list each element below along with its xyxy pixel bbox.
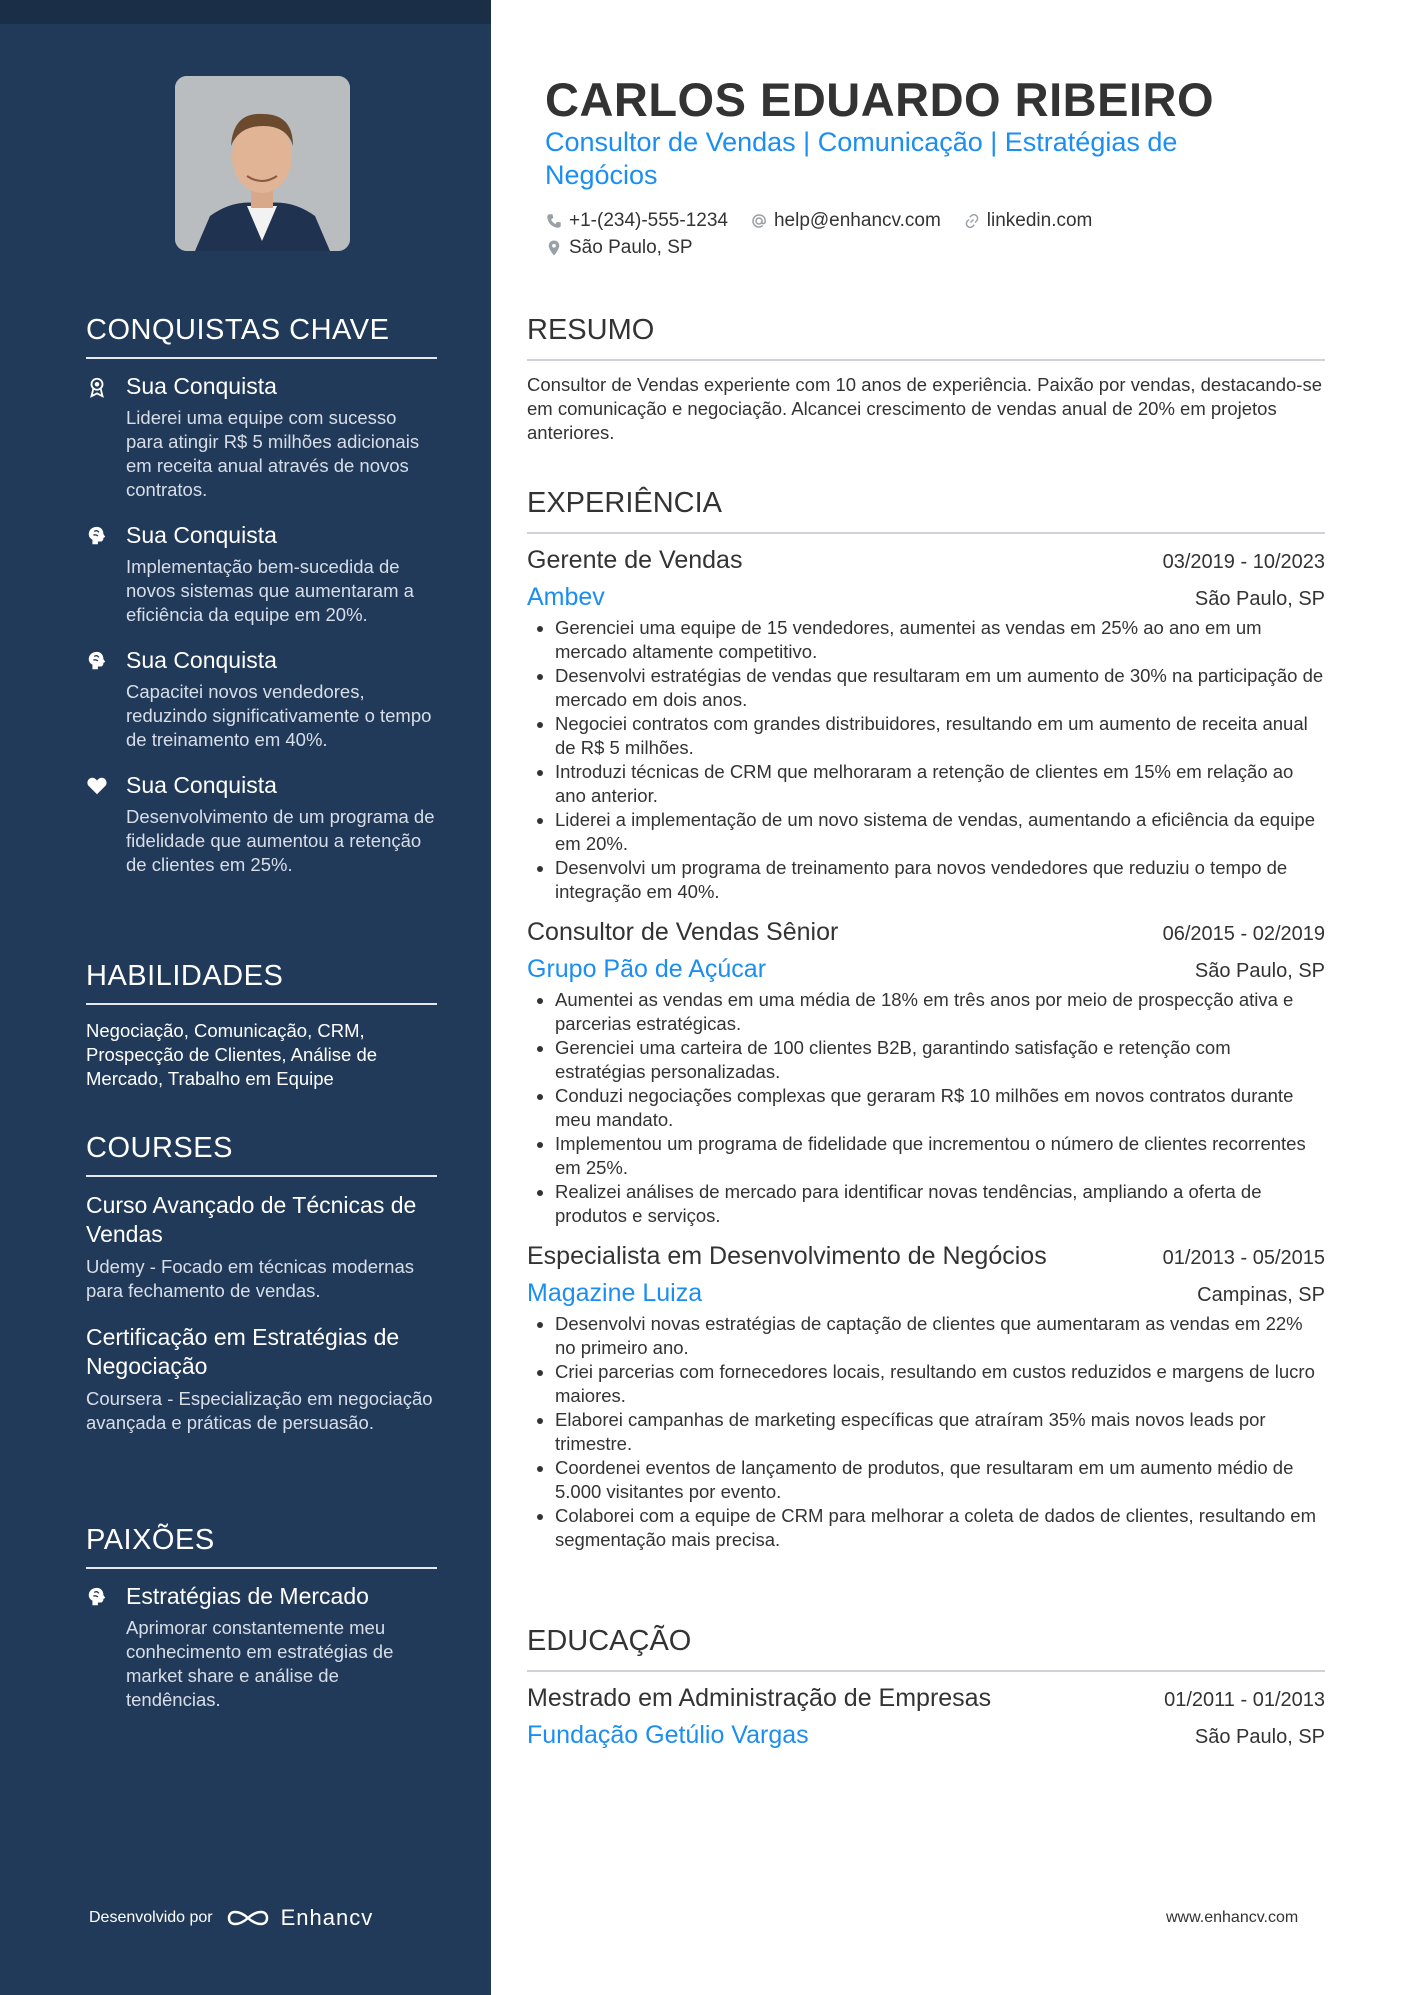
job-bullet: • Desenvolvi um programa de treinamento para novos vendedores que reduziu o tempo de integração em 40%. bbox=[555, 856, 1325, 904]
passion-item bbox=[86, 1583, 437, 1712]
contact-linkedin[interactable] bbox=[963, 210, 1093, 232]
job-bullet: • Gerenciei uma equipe de 15 vendedores, aumentei as vendas em 25% ao ano em um mercado altamente competitivo. bbox=[555, 616, 1325, 664]
phone-icon bbox=[545, 212, 563, 230]
contact-email[interactable] bbox=[750, 210, 941, 232]
contact-location bbox=[545, 237, 693, 259]
job-bullet: • Implementou um programa de fidelidade que incrementou o número de clientes recorrentes em 25%. bbox=[555, 1132, 1325, 1180]
education-school[interactable]: Fundação Getúlio Vargas bbox=[527, 1721, 809, 1749]
job-bullet: • Aumentei as vendas em uma média de 18% em três anos por meio de prospecção ativa e parcerias estratégicas. bbox=[555, 988, 1325, 1036]
job-bullet: • Negociei contratos com grandes distribuidores, resultando em um aumento de receita anual de R$ 5 milhões. bbox=[555, 712, 1325, 760]
linkedin-text: linkedin.com bbox=[986, 209, 1093, 231]
job-bullet: • Elaborei campanhas de marketing específicas que atraíram 35% mais novos leads por trimestre. bbox=[555, 1408, 1325, 1456]
education-section bbox=[527, 1625, 1325, 1750]
phone-text: +1-(234)-555-1234 bbox=[569, 209, 728, 231]
job-location: Campinas, SP bbox=[1197, 1284, 1325, 1306]
job-entry bbox=[527, 918, 1325, 1228]
experience-heading: EXPERIÊNCIA bbox=[527, 487, 1325, 534]
achievement-title: Sua Conquista bbox=[126, 772, 277, 798]
education-dates: 01/2011 - 01/2013 bbox=[1164, 1689, 1325, 1711]
job-bullet: • Introduzi técnicas de CRM que melhoraram a retenção de clientes em 15% em relação ao ano anterior. bbox=[555, 760, 1325, 808]
profile-photo bbox=[175, 76, 350, 251]
heart-icon bbox=[86, 775, 108, 797]
achievement-item bbox=[86, 772, 437, 877]
job-location: São Paulo, SP bbox=[1194, 960, 1325, 982]
achievement-title: Sua Conquista bbox=[126, 522, 277, 548]
sidebar-top-bar bbox=[0, 0, 491, 24]
passions-heading: PAIXÕES bbox=[86, 1524, 437, 1569]
job-bullet: • Coordenei eventos de lançamento de produtos, que resultaram em um aumento médio de 5.000 visitantes por evento. bbox=[555, 1456, 1325, 1504]
enhancv-brand[interactable]: Enhancv bbox=[280, 1905, 374, 1930]
job-bullet: • Desenvolvi novas estratégias de captação de clientes que aumentaram as vendas em 22% no primeiro ano. bbox=[555, 1312, 1325, 1360]
powered-by bbox=[89, 1905, 373, 1931]
course-desc: Udemy - Focado em técnicas modernas para fechamento de vendas. bbox=[86, 1256, 414, 1301]
summary-heading: RESUMO bbox=[527, 314, 1325, 361]
job-company[interactable]: Ambev bbox=[527, 583, 605, 611]
job-bullet: • Liderei a implementação de um novo sistema de vendas, aumentando a eficiência da equipe em 20%. bbox=[555, 808, 1325, 856]
passion-desc: Aprimorar constantemente meu conhecimento em estratégias de market share e análise de tendências. bbox=[126, 1617, 394, 1710]
achievement-desc: Implementação bem-sucedida de novos sistemas que aumentaram a eficiência da equipe em 20%. bbox=[126, 556, 414, 625]
brain-icon bbox=[86, 1586, 108, 1608]
job-bullets bbox=[527, 988, 1325, 1228]
education-heading: EDUCAÇÃO bbox=[527, 1625, 1325, 1672]
contact-info bbox=[545, 207, 1305, 261]
contact-phone[interactable] bbox=[545, 210, 728, 232]
course-title: Certificação em Estratégias de Negociação bbox=[86, 1324, 400, 1379]
achievement-title: Sua Conquista bbox=[126, 373, 277, 399]
footer-url[interactable]: www.enhancv.com bbox=[1166, 1909, 1299, 1926]
location-pin-icon bbox=[545, 239, 563, 257]
brain-icon bbox=[86, 525, 108, 547]
courses-section bbox=[86, 1132, 437, 1455]
powered-by-label: Desenvolvido por bbox=[89, 1909, 213, 1926]
job-bullet: • Colaborei com a equipe de CRM para melhorar a coleta de dados de clientes, resultando em segmentação mais precisa. bbox=[555, 1504, 1325, 1552]
achievement-item bbox=[86, 522, 437, 627]
job-bullet: • Desenvolvi estratégias de vendas que resultaram em um aumento de 30% na participação de mercado em dois anos. bbox=[555, 664, 1325, 712]
location-text: São Paulo, SP bbox=[569, 236, 693, 258]
email-text: help@enhancv.com bbox=[773, 209, 941, 231]
job-bullet: • Criei parcerias com fornecedores locais, resultando em custos reduzidos e margens de lucro maiores. bbox=[555, 1360, 1325, 1408]
achievement-desc: Desenvolvimento de um programa de fidelidade que aumentou a retenção de clientes em 25%. bbox=[126, 806, 435, 875]
job-bullet: • Gerenciei uma carteira de 100 clientes B2B, garantindo satisfação e retenção com estratégias personalizadas. bbox=[555, 1036, 1325, 1084]
passions-section bbox=[86, 1524, 437, 1732]
course-title: Curso Avançado de Técnicas de Vendas bbox=[86, 1192, 417, 1247]
summary-section bbox=[527, 314, 1325, 445]
achievements-section bbox=[86, 314, 437, 897]
education-location: São Paulo, SP bbox=[1194, 1726, 1325, 1748]
enhancv-logo-icon bbox=[225, 1906, 271, 1930]
candidate-subtitle: Consultor de Vendas | Comunicação | Estratégias de Negócios bbox=[545, 127, 1178, 190]
brain-icon bbox=[86, 650, 108, 672]
achievement-desc: Liderei uma equipe com sucesso para atingir R$ 5 milhões adicionais em receita anual através de novos contratos. bbox=[126, 407, 420, 500]
job-dates: 03/2019 - 10/2023 bbox=[1162, 551, 1325, 573]
job-title: Especialista em Desenvolvimento de Negócios bbox=[527, 1242, 1047, 1270]
job-title: Consultor de Vendas Sênior bbox=[527, 918, 839, 946]
achievement-title: Sua Conquista bbox=[126, 647, 277, 673]
sidebar bbox=[0, 0, 491, 1995]
skills-text: Negociação, Comunicação, CRM, Prospecção de Clientes, Análise de Mercado, Trabalho em Equipe bbox=[86, 1020, 378, 1089]
courses-heading: COURSES bbox=[86, 1132, 437, 1177]
skills-section bbox=[86, 960, 437, 1091]
achievement-item bbox=[86, 647, 437, 752]
course-item bbox=[86, 1191, 437, 1303]
job-title: Gerente de Vendas bbox=[527, 546, 743, 574]
course-desc: Coursera - Especialização em negociação avançada e práticas de persuasão. bbox=[86, 1388, 433, 1433]
passion-title: Estratégias de Mercado bbox=[126, 1583, 369, 1609]
job-bullets bbox=[527, 1312, 1325, 1552]
achievements-heading: CONQUISTAS CHAVE bbox=[86, 314, 437, 359]
candidate-name: CARLOS EDUARDO RIBEIRO bbox=[545, 73, 1215, 126]
job-entry bbox=[527, 1242, 1325, 1552]
link-icon bbox=[963, 212, 981, 230]
job-dates: 01/2013 - 05/2015 bbox=[1162, 1247, 1325, 1269]
experience-section bbox=[527, 487, 1325, 1566]
job-entry bbox=[527, 546, 1325, 904]
achievement-desc: Capacitei novos vendedores, reduzindo significativamente o tempo de treinamento em 40%. bbox=[126, 681, 432, 750]
award-icon bbox=[86, 376, 108, 398]
achievement-item bbox=[86, 373, 437, 502]
job-company[interactable]: Grupo Pão de Açúcar bbox=[527, 955, 767, 983]
at-icon bbox=[750, 212, 768, 230]
job-company[interactable]: Magazine Luiza bbox=[527, 1279, 703, 1307]
job-bullet: • Conduzi negociações complexas que geraram R$ 10 milhões em novos contratos durante meu mandato. bbox=[555, 1084, 1325, 1132]
job-location: São Paulo, SP bbox=[1194, 588, 1325, 610]
summary-text: Consultor de Vendas experiente com 10 anos de experiência. Paixão por vendas, destacando-se em comunicação e negociação. Alcancei crescimento de vendas anual de 20% em projetos anteriores. bbox=[527, 374, 1322, 443]
education-degree: Mestrado em Administração de Empresas bbox=[527, 1684, 992, 1712]
skills-heading: HABILIDADES bbox=[86, 960, 437, 1005]
job-dates: 06/2015 - 02/2019 bbox=[1162, 923, 1325, 945]
job-bullet: • Realizei análises de mercado para identificar novas tendências, ampliando a oferta de produtos e serviços. bbox=[555, 1180, 1325, 1228]
job-bullets bbox=[527, 616, 1325, 904]
course-item bbox=[86, 1323, 437, 1435]
